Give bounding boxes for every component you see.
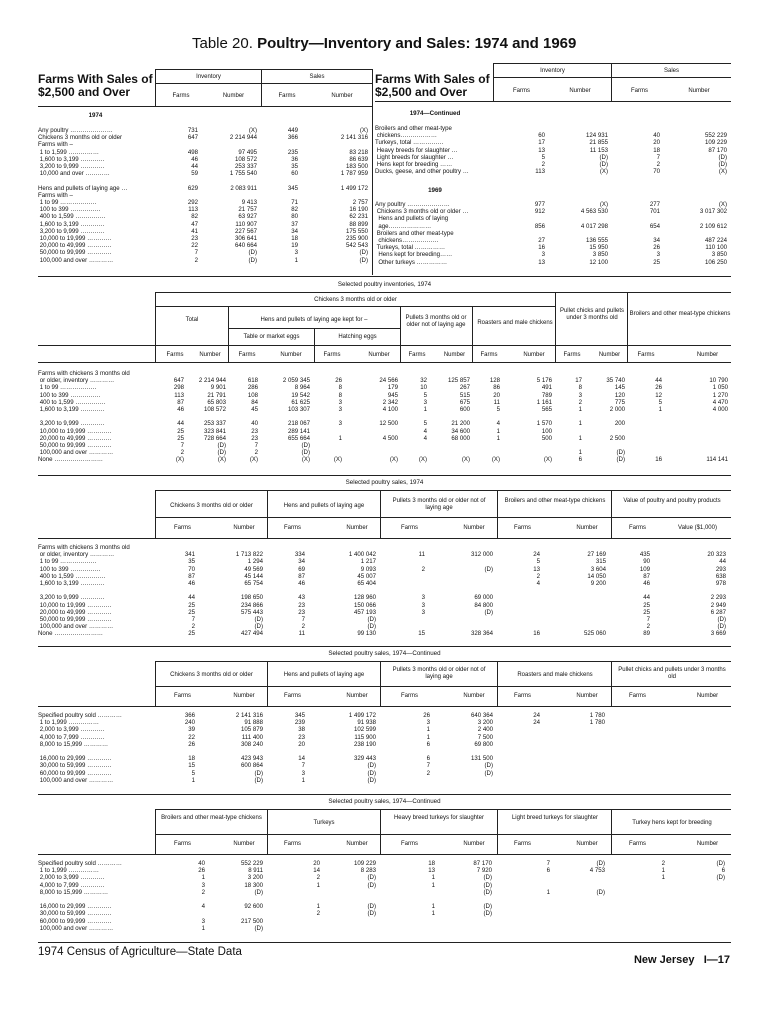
- col-farms: Farms: [637, 352, 655, 358]
- inventory-number: 124 931 21 855 11 153 (D) (D) (X): [585, 132, 608, 176]
- data-column: 32 10 5 3 1 5 4 4 (X): [418, 377, 427, 464]
- data-column: 24 24: [533, 712, 540, 727]
- row-labels: Farms with chickens 3 months old or older, inventory ………… 1 to 99 ……………… 100 to 399 …………… 400 to 1,599 …………… 1,600 to 3,199 ………… 3,200 to 9,999 ………… 10,000 to 19,999 ………… 20,000 to 49,999 ………… 50,000 to 99,999 ………… 100,000 and over ………… None ……………………: [38, 370, 130, 464]
- sales-farms: 277 701 654 34 26 3 25: [649, 201, 660, 266]
- header-heavy-turkeys: Heavy breed turkeys for slaughter: [393, 815, 485, 821]
- header-turkeys: Turkeys: [313, 820, 335, 826]
- data-column: 1 713 822 1 294 49 569 45 144 65 754 198 650 234 866 575 443 (D) (D) 427 494: [235, 551, 263, 638]
- col-number: Number: [576, 841, 598, 847]
- header-chickens: Chickens 3 months old or older: [170, 503, 253, 509]
- sales-number: 552 229 109 229 87 170 (D) (D) (X): [704, 132, 727, 176]
- col-number: Number: [368, 352, 390, 358]
- row-labels: Specified poultry sold ………… 1 to 1,999 …………… 2,000 to 3,999 ………… 4,000 to 7,999 ………… 8,000 to 15,999 ………… 16,000 to 29,999 ………… 30,000 to 59,999 ………… 60,000 to 99,999 ………… 100,000 and over …………: [38, 860, 122, 932]
- col-number: Number: [222, 93, 245, 99]
- header-total: Total: [185, 317, 199, 323]
- data-column: 26 3 1 1 6 6 7 2: [423, 712, 430, 777]
- col-farms: Farms: [514, 525, 531, 531]
- col-number: Number: [576, 525, 598, 531]
- col-farms: Farms: [514, 693, 531, 699]
- data-column: 17 8 3 2 1 1 1 1 6: [575, 377, 582, 464]
- row-labels: Any poultry ………………… Chickens 3 months old or older … Hens and pullets of laying age………………… Broilers and other meat-type chickens……………… Turkeys, total …………… Hens kept for breeding…… Other turkeys ……………: [375, 201, 469, 266]
- data-column: 24 566 179 945 2 342 4 100 12 500 4 500 (X): [379, 377, 398, 464]
- col-number: Number: [696, 693, 719, 699]
- data-column: 345 239 38 23 20 14 7 3 1: [294, 712, 305, 784]
- inventory-header: Inventory: [196, 74, 221, 80]
- col-farms: Farms: [174, 525, 191, 531]
- section-title: Selected poultry sales, 1974—Continued: [328, 650, 441, 657]
- col-farms: Farms: [563, 352, 581, 358]
- section-title: Selected poultry sales, 1974: [345, 479, 424, 486]
- data-column: 10 790 1 050 1 270 4 470 4 000 114 141: [706, 377, 728, 464]
- col-number: Number: [233, 841, 255, 847]
- col-farms: Farms: [631, 88, 648, 94]
- page-title: [192, 35, 577, 52]
- left-heading: Farms With Sales of $2,500 and Over: [38, 72, 153, 99]
- data-column: 40 26 1 3 2 4 3 1: [198, 860, 205, 932]
- inventory-farms: 731 647 498 46 44 59 629 292 113 82 47 41 23 22 7 2: [187, 127, 198, 264]
- col-farms: Farms: [174, 693, 191, 699]
- data-column: 7 6 1: [546, 860, 550, 896]
- col-farms: Farms: [166, 352, 184, 358]
- header-hens: Hens and pullets of laying age kept for –: [260, 317, 368, 323]
- inventory-farms: 60 17 13 5 2 113: [535, 132, 545, 176]
- col-number: Number: [233, 525, 255, 531]
- col-number: Number: [523, 352, 545, 358]
- col-number: Number: [280, 352, 302, 358]
- year-label: 1974: [88, 112, 103, 119]
- col-farms: Farms: [323, 352, 341, 358]
- col-farms: Farms: [401, 525, 418, 531]
- header-roasters: Roasters and male chickens: [517, 672, 593, 678]
- col-farms: Farms: [629, 693, 646, 699]
- table-title: Poultry—Inventory and Sales: 1974 and 1969: [257, 35, 577, 52]
- data-column: 2 1 1: [661, 860, 665, 882]
- inventory-number: (X) 4 563 530 4 017 298 136 555 15 950 3 850 12 100: [580, 201, 608, 266]
- row-labels: Broilers and other meat-type chickens……………… Turkeys, total …………… Heavy breeds for slaughter … Light breeds for slaughter … Hens kept for breeding …… Ducks, geese, and other poultry …: [375, 125, 469, 176]
- header-broilers: Broilers and other meat-type chickens: [161, 815, 262, 821]
- data-column: 366 240 39 22 26 18 15 5 1: [184, 712, 195, 784]
- col-number: Number: [463, 525, 485, 531]
- data-column: 312 000 (D) 69 000 84 800 (D) 328 364: [470, 551, 493, 638]
- col-farms: Farms: [284, 841, 301, 847]
- data-column: 24 5 13 2 4 16: [533, 551, 540, 638]
- data-column: 435 90 109 87 46 44 25 25 7 2 89: [639, 551, 650, 638]
- header-broilers: Broilers and other meat-type chickens: [504, 498, 606, 504]
- col-farms: Farms: [514, 841, 531, 847]
- data-column: 128 86 20 11 5 4 1 1 (X): [489, 377, 500, 464]
- col-number: Number: [463, 841, 485, 847]
- footer-source: 1974 Census of Agriculture—State Data: [38, 946, 242, 958]
- data-column: 647 298 113 87 46 44 25 25 7 2 (X): [173, 377, 184, 464]
- col-farms: Farms: [401, 841, 418, 847]
- footer-page: New Jersey I—17: [633, 954, 730, 966]
- sales-number: (X) 3 017 302 2 109 612 487 224 110 100 3 850 106 250: [699, 201, 727, 266]
- sales-header: Sales: [309, 74, 325, 80]
- data-column: 26 8 8 3 3 3 1 (X): [333, 377, 342, 464]
- header-pullet-chicks: Pullet chicks and pullets under 3 months old: [618, 667, 726, 680]
- row-labels: Specified poultry sold ………… 1 to 1,999 …………… 2,000 to 3,999 ………… 4,000 to 7,999 ………… 8,000 to 15,999 ………… 16,000 to 29,999 ………… 30,000 to 59,999 ………… 60,000 to 99,999 ………… 100,000 and over …………: [38, 712, 122, 784]
- data-column: 1 499 172 91 938 102 599 115 900 238 190 329 443 (D) (D) (D): [348, 712, 376, 784]
- col-farms: Farms: [629, 841, 646, 847]
- header-light-turkeys: Light breed turkeys for slaughter: [511, 815, 599, 821]
- data-column: (D) 4 753 (D): [589, 860, 605, 896]
- col-number: Number: [598, 352, 621, 358]
- col-number: Number: [346, 693, 368, 699]
- col-number: Number: [331, 93, 353, 99]
- sales-farms: 449 366 235 36 35 60 345 71 82 80 37 34 18 19 3 1: [287, 127, 298, 264]
- col-number: Number: [199, 352, 221, 358]
- data-column: 20 14 2 1 1 2: [313, 860, 320, 918]
- col-farms: Farms: [238, 352, 256, 358]
- inventory-farms: 977 912 856 27 16 3 13: [534, 201, 545, 266]
- data-column: 640 364 3 200 2 400 7 500 69 800 131 500 (D) (D): [470, 712, 493, 777]
- header-roasters: Roasters and male chickens: [477, 320, 553, 326]
- col-farms: Farms: [278, 93, 296, 99]
- data-column: 1 780 1 780: [589, 712, 605, 727]
- data-column: 618 286 108 84 45 40 23 23 7 2 (X): [247, 377, 258, 464]
- data-column: 18 13 1 1 1 1: [428, 860, 435, 918]
- data-column: 552 229 8 911 3 200 18 300 (D) 92 600 217 500 (D): [240, 860, 263, 932]
- header-hatching-eggs: Hatching eggs: [338, 334, 377, 340]
- section-title: Selected poultry sales, 1974—Continued: [328, 798, 441, 805]
- data-column: 27 169 315 3 604 14 050 9 200 525 060: [583, 551, 606, 638]
- year-label: 1974—Continued: [409, 110, 461, 117]
- col-number: Number: [696, 352, 719, 358]
- section-title: Selected poultry inventories, 1974: [337, 281, 432, 288]
- col-value: Value ($1,000): [678, 525, 717, 531]
- col-farms: Farms: [284, 525, 301, 531]
- col-number: Number: [569, 88, 591, 94]
- inventory-number: (X) 2 214 944 97 495 108 572 253 337 1 755 540 2 083 911 9 413 21 757 63 927 110 907 227 567 306 641 640 664 (D) (D): [229, 127, 257, 264]
- header-chickens: Chickens 3 months old or older: [170, 672, 253, 678]
- col-number: Number: [463, 693, 485, 699]
- right-heading: Farms With Sales of $2,500 and Over: [375, 72, 490, 99]
- data-column: 11 2 3 3 3 15: [418, 551, 425, 638]
- header-pullet-chicks: Pullet chicks and pullets under 3 months old: [559, 308, 625, 321]
- col-number: Number: [576, 693, 598, 699]
- data-column: 1 400 042 1 217 9 093 45 007 65 404 128 960 150 066 457 193 (D) (D) 99 130: [348, 551, 376, 638]
- data-column: 125 857 267 515 675 600 21 200 34 600 68 000 (X): [447, 377, 470, 464]
- col-farms: Farms: [513, 88, 530, 94]
- data-column: 341 35 70 87 46 44 25 25 7 2 25: [184, 551, 195, 638]
- col-farms: Farms: [172, 93, 190, 99]
- header-hens: Hens and pullets of laying age: [283, 503, 365, 509]
- data-column: 109 229 8 283 (D) (D) (D) (D): [353, 860, 376, 918]
- sales-header: Sales: [663, 68, 679, 74]
- col-number: Number: [346, 841, 368, 847]
- data-column: 2 214 944 9 901 21 791 65 803 108 572 253 337 323 841 728 664 (D) (D) (X): [198, 377, 226, 464]
- year-label: 1969: [428, 187, 442, 194]
- col-number: Number: [443, 352, 466, 358]
- header-pullets: Pullets 3 months old or older not of laying age: [392, 667, 486, 680]
- row-labels: Farms with chickens 3 months old or older, inventory ………… 1 to 99 ……………… 100 to 399 …………… 400 to 1,599 …………… 1,600 to 3,199 ………… 3,200 to 9,999 ………… 10,000 to 19,999 ………… 20,000 to 49,999 ………… 50,000 to 99,999 ………… 100,000 and over ………… None ……………………: [38, 544, 130, 638]
- col-farms: Farms: [408, 352, 426, 358]
- inventory-header: Inventory: [540, 68, 565, 74]
- sales-farms: 40 20 18 7 2 70: [653, 132, 660, 176]
- data-column: 35 740 145 120 775 2 000 200 2 500 (D) (D): [606, 377, 625, 464]
- data-column: 334 34 69 87 46 43 23 23 7 2 11: [294, 551, 305, 638]
- data-column: 2 141 316 91 888 105 879 111 400 308 240 423 943 600 864 (D) (D): [235, 712, 263, 784]
- header-table-eggs: Table or market eggs: [243, 334, 300, 340]
- table-number: Table 20.: [192, 35, 253, 52]
- data-column: 44 26 12 5 1 16: [655, 377, 662, 464]
- header-chickens: Chickens 3 months old or older: [314, 297, 397, 303]
- header-hens: Hens and pullets of laying age: [283, 672, 365, 678]
- data-column: 87 170 7 920 (D) (D) (D) (D) (D): [473, 860, 492, 918]
- header-pullets: Pullets 3 months old or older not of laying age: [405, 315, 467, 328]
- col-farms: Farms: [284, 693, 301, 699]
- sales-number: (X) 2 141 316 83 218 86 639 183 500 1 787 959 1 499 172 2 757 16 190 62 231 88 899 175 550 235 900 542 543 (D) (D): [340, 127, 368, 264]
- col-farms: Farms: [174, 841, 191, 847]
- row-labels: Any poultry ………………… Chickens 3 months old or older Farms with – 1 to 1,599 …………… 1,600 to 3,199 ………… 3,200 to 9,999 ………… 10,000 and over ………… Hens and pullets of laying age … Farms with – 1 to 99 ……………… 100 to 399 …………… 400 to 1,599 …………… 1,600 to 3,199 ………… 3,200 to 9,999 ………… 10,000 to 19,999 ………… 20,000 to 49,999 ………… 50,000 to 99,999 ………… 100,000 and over …………: [38, 127, 128, 264]
- col-number: Number: [233, 693, 255, 699]
- header-broilers: Broilers and other meat-type chickens: [629, 311, 731, 317]
- data-column: (D) 6 (D): [716, 860, 725, 882]
- col-farms: Farms: [401, 693, 418, 699]
- col-number: Number: [346, 525, 368, 531]
- col-farms: Farms: [629, 525, 646, 531]
- col-number: Number: [688, 88, 710, 94]
- header-turkey-hens: Turkey hens kept for breeding: [632, 820, 712, 826]
- data-column: 5 176 491 789 1 161 565 1 570 100 500 (X): [536, 377, 552, 464]
- col-farms: Farms: [480, 352, 498, 358]
- data-column: 20 323 44 293 638 978 2 293 2 949 6 287 (D) (D) 3 669: [707, 551, 726, 638]
- header-pullets: Pullets 3 months old or older not of laying age: [392, 498, 486, 511]
- header-value: Value of poultry and poultry products: [623, 498, 721, 504]
- col-number: Number: [696, 841, 719, 847]
- data-column: 2 059 345 8 964 19 542 61 625 103 307 218 067 289 141 655 664 (D) (D) (X): [282, 377, 310, 464]
